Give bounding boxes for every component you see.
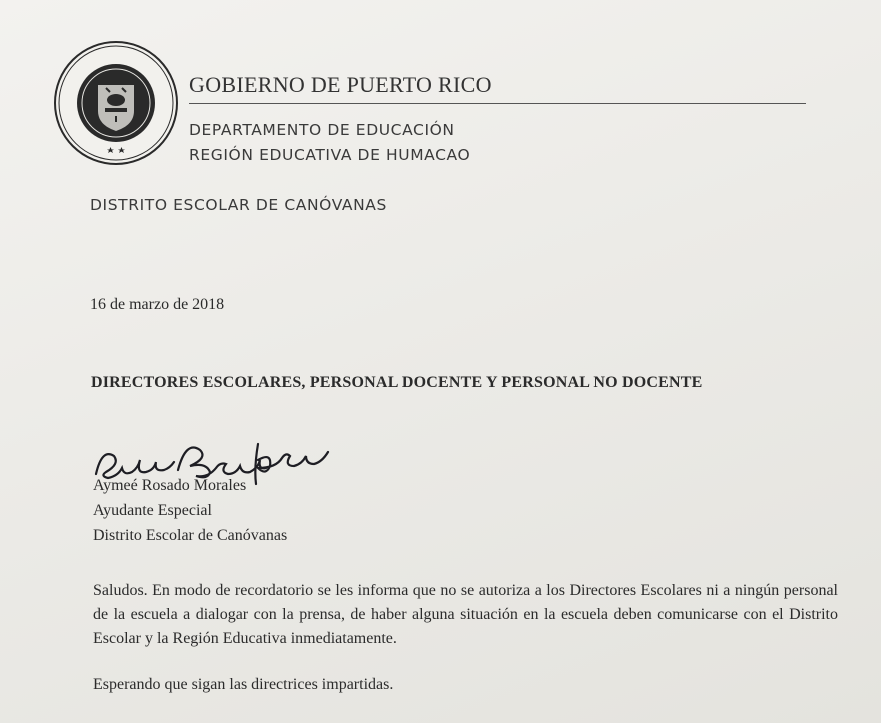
district-name: DISTRITO ESCOLAR DE CANÓVANAS (90, 196, 387, 214)
letterhead-divider (189, 103, 806, 104)
letter-closing: Esperando que sigan las directrices impartidas. (93, 676, 394, 693)
sender-title: Ayudante Especial (93, 502, 212, 519)
letter-body: Saludos. En modo de recordatorio se les informa que no se autoriza a los Directores Escolares ni a ningún personal de la escuela a dialogar con la prensa, de haber alguna situación en la escuela deben comunicarse con el Distrito Escolar y la Región Educativa inmediatamente. (93, 582, 838, 647)
letter-date: 16 de marzo de 2018 (90, 296, 225, 313)
sender-office: Distrito Escolar de Canóvanas (93, 527, 288, 544)
region-name: REGIÓN EDUCATIVA DE HUMACAO (189, 146, 471, 164)
government-title: GOBIERNO DE PUERTO RICO (189, 72, 492, 97)
recipients-line: DIRECTORES ESCOLARES, PERSONAL DOCENTE Y PERSONAL NO DOCENTE (91, 374, 703, 391)
department-name: DEPARTAMENTO DE EDUCACIÓN (189, 121, 455, 139)
government-seal-icon (53, 40, 179, 166)
sender-name: Aymeé Rosado Morales (93, 477, 247, 494)
